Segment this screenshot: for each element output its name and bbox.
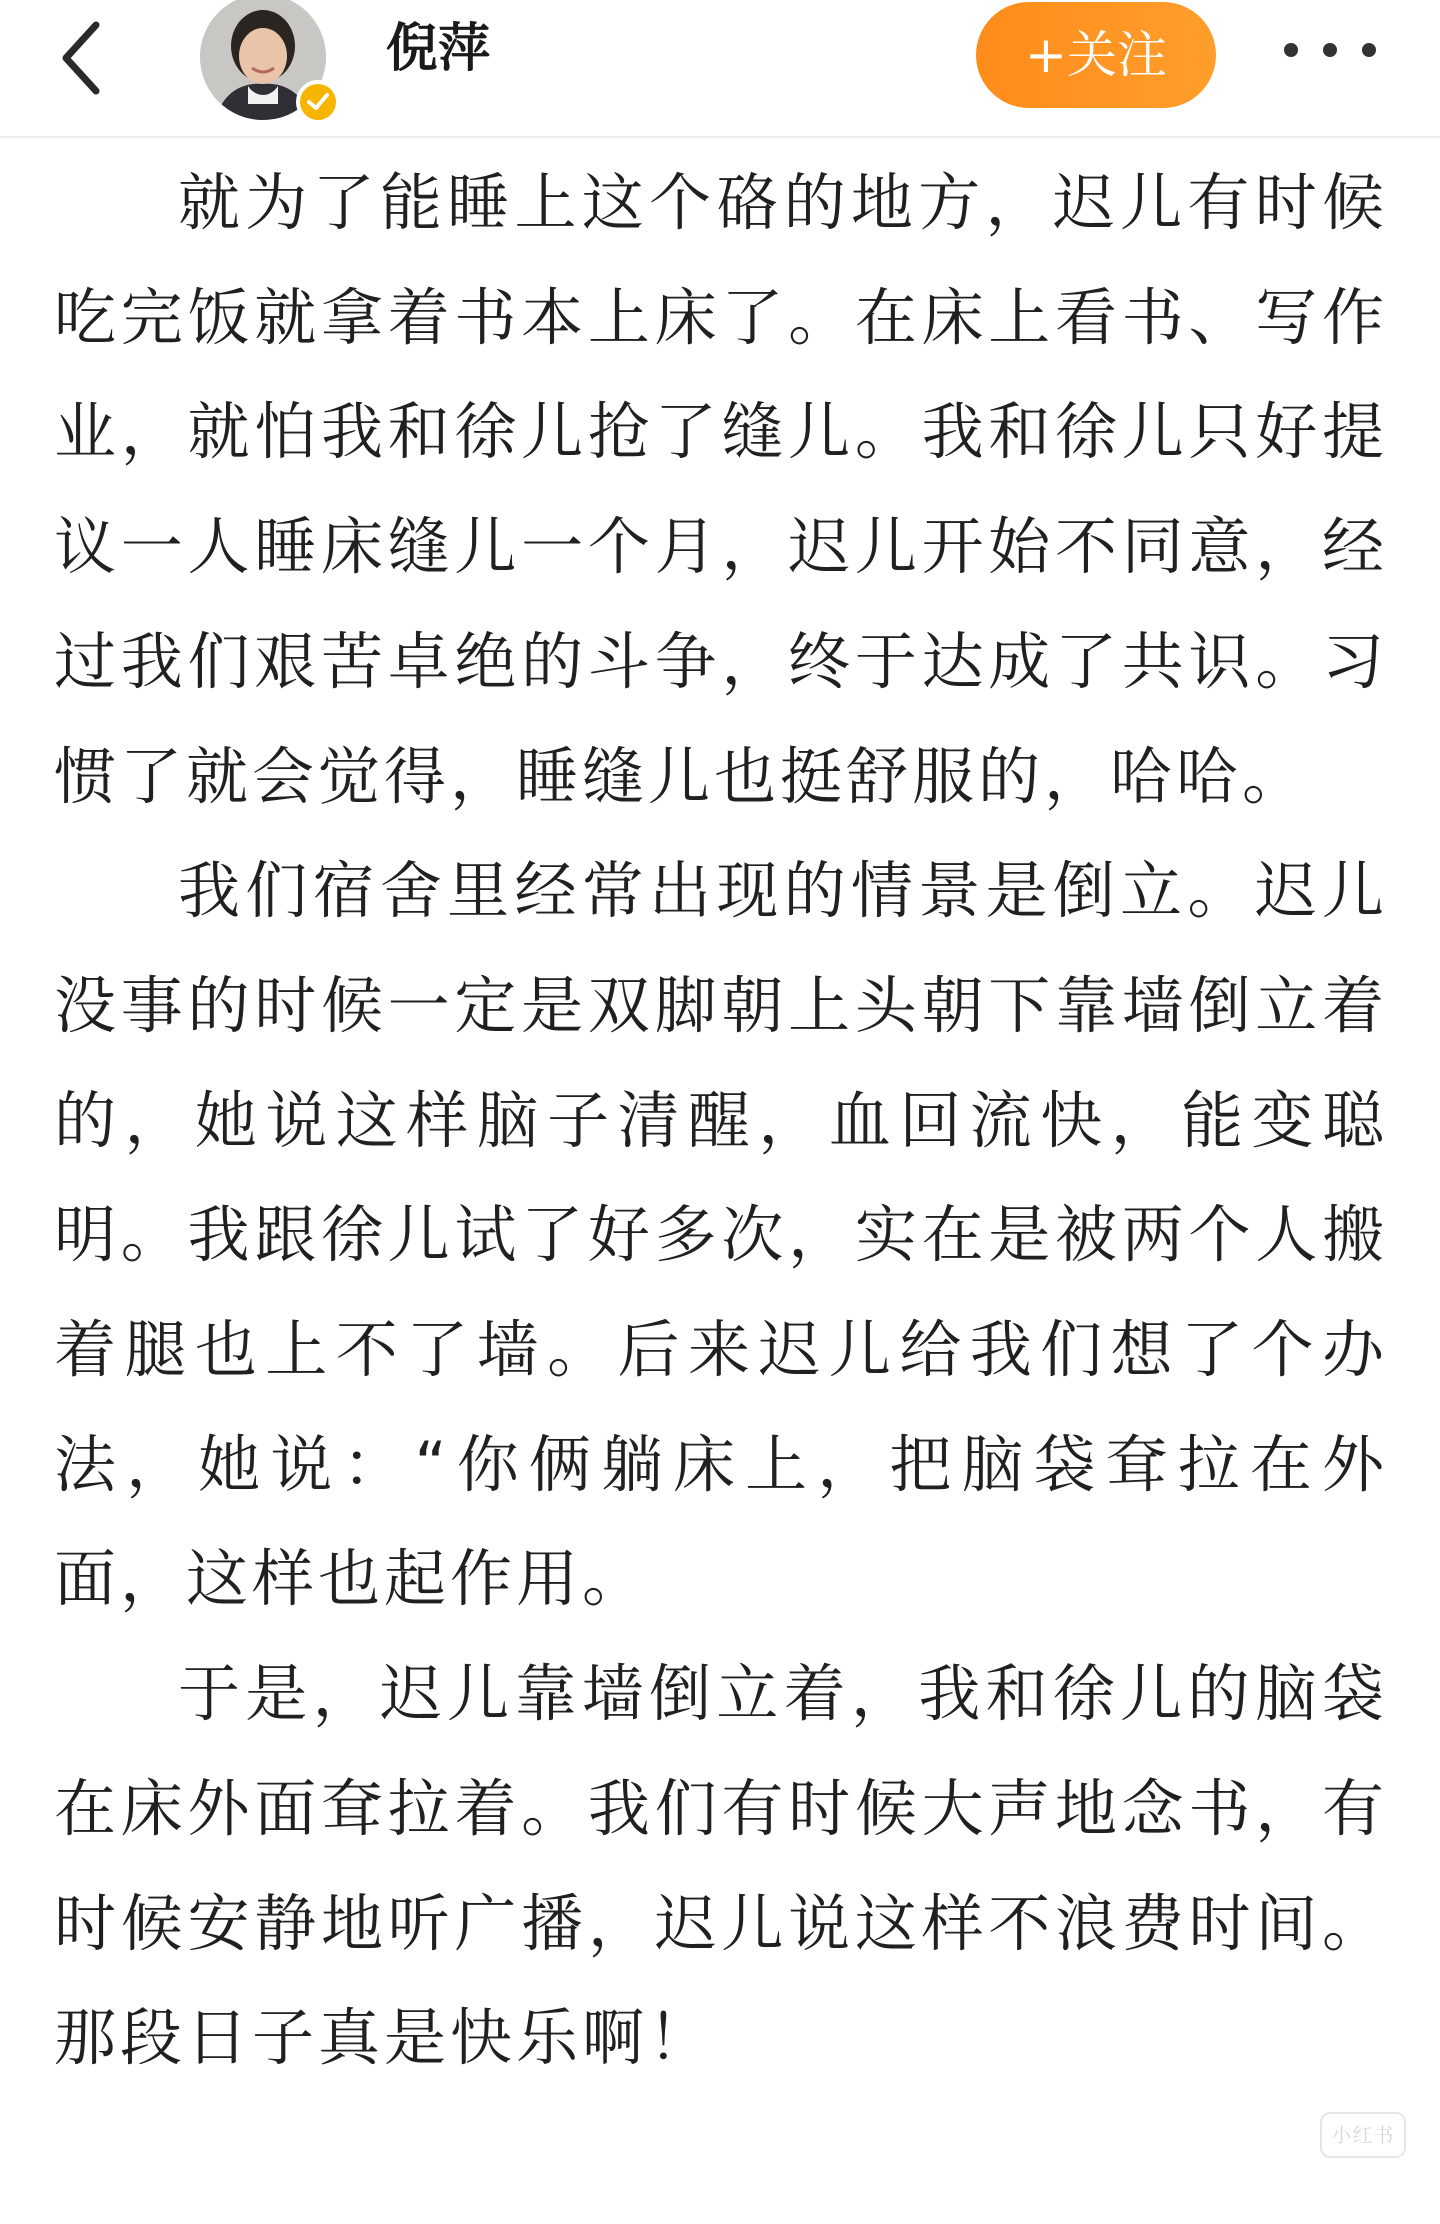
watermark-logo: 小红书 (1320, 2112, 1406, 2158)
follow-button[interactable]: +关注 (976, 2, 1216, 108)
article-paragraph: 于是，迟儿靠墙倒立着，我和徐儿的脑袋在床外面耷拉着。我们有时候大声地念书，有时候安静地听广播，迟儿说这样不浪费时间。那段日子真是快乐啊！ (54, 1657, 1388, 2075)
post-header (0, 0, 1440, 138)
more-options-button[interactable] (1280, 20, 1380, 80)
back-button[interactable] (40, 8, 120, 108)
article-paragraph: 我们宿舍里经常出现的情景是倒立。迟儿没事的时候一定是双脚朝上头朝下靠墙倒立着的，她说这样脑子清醒，血回流快，能变聪明。我跟徐儿试了好多次，实在是被两个人搬着腿也上不了墙。后来迟儿给我们想了个办法，她说：“你俩躺床上，把脑袋耷拉在外面，这样也起作用。 (54, 854, 1388, 1616)
article-body (54, 146, 1388, 2096)
author-name[interactable]: 倪萍 (386, 19, 491, 79)
verified-badge-icon (296, 80, 340, 124)
more-dots-icon (1362, 43, 1376, 57)
article-paragraph: 就为了能睡上这个硌的地方，迟儿有时候吃完饭就拿着书本上床了。在床上看书、写作业，就怕我和徐儿抢了缝儿。我和徐儿只好提议一人睡床缝儿一个月，迟儿开始不同意，经过我们艰苦卓绝的斗争，终于达成了共识。习惯了就会觉得，睡缝儿也挺舒服的，哈哈。 (54, 166, 1388, 813)
verified-check-icon (306, 92, 330, 112)
more-dots-icon (1323, 43, 1337, 57)
back-arrow-icon (58, 19, 102, 97)
more-dots-icon (1284, 43, 1298, 57)
